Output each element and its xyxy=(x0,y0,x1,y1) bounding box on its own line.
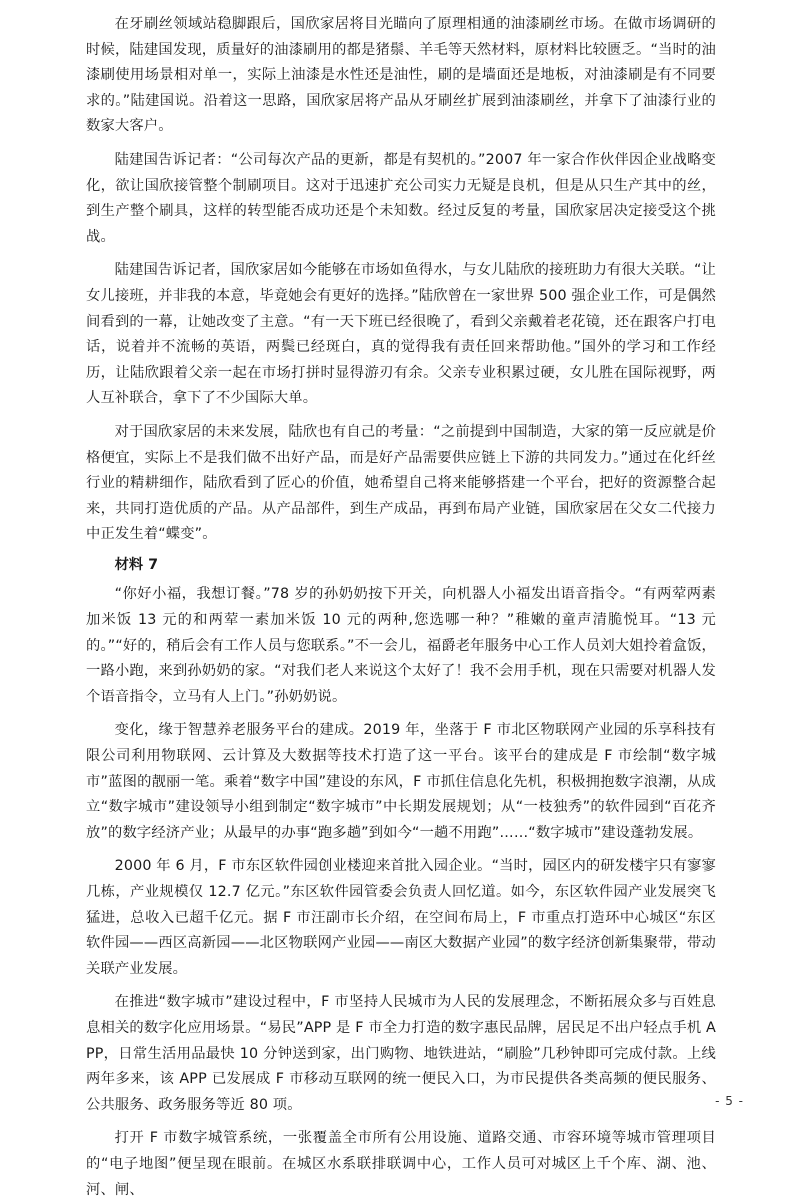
paragraph-brush-project-takeover: 陆建国告诉记者：“公司每次产品的更新，都是有契机的。”2007 年一家合作伙伴因企业战略变化，欲让国欣接管整个制刷项目。这对于迅速扩充公司实力无疑是良机，但是从只生产其中的丝，到生产整个刷具，这样的转型能否成功还是个未知数。经过反复的考量，国欣家居决定接受这个挑战。 xyxy=(86,151,716,245)
paragraph-toothbrush-to-paintbrush: 在牙刷丝领域站稳脚跟后，国欣家居将目光瞄向了原理相通的油漆刷丝市场。在做市场调研的时候，陆建国发现，质量好的油漆刷用的都是猪鬃、羊毛等天然材料，原材料比较匮乏。“当时的油漆刷使用场景相对单一，实际上油漆是水性还是油性，刷的是墙面还是地板，对油漆刷是有不同要求的。”陆建国说。沿着这一思路，国欣家居将产品从牙刷丝扩展到油漆刷丝，并拿下了油漆行业的数家大客户。 xyxy=(86,16,716,135)
section-heading-material-7: 材料 7 xyxy=(114,556,159,573)
paragraph-daughter-succession: 陆建国告诉记者，国欣家居如今能够在市场如鱼得水，与女儿陆欣的接班助力有很大关联。“让女儿接班，并非我的本意，毕竟她会有更好的选择。”陆欣曾在一家世界 500 强企业工作，可是偶然间看到的一幕，让她改变了主意。“有一天下班已经很晚了，看到父亲戴着老花镜，还在跟客户打电话，说着并不流畅的英语，两鬓已经斑白，真的觉得我有责任回来帮助他。”国外的学习和工作经历，让陆欣跟着父亲一起在市场打拼时显得游刃有余。父亲专业积累过硬，女儿胜在国际视野，两人互补联合，拿下了不少国际大单。 xyxy=(86,262,716,407)
paragraph-digital-city-management: 打开 F 市数字城管系统，一张覆盖全市所有公用设施、道路交通、市容环境等城市管理项目的“电子地图”便呈现在眼前。在城区水系联排联调中心，工作人员可对城区上千个库、湖、池、河、闸、 xyxy=(86,1130,716,1198)
paragraph-future-development: 对于国欣家居的未来发展，陆欣也有自己的考量：“之前提到中国制造，大家的第一反应就是价格便宜，实际上不是我们做不出好产品，而是好产品需要供应链上下游的共同发力。”通过在化纤丝行业的精耕细作，陆欣看到了匠心的价值，她希望自己将来能够搭建一个平台，把好的资源整合起来，共同打造优质的产品。从产品部件，到生产成品，再到布局产业链，国欣家居在父女二代接力中正发生着“蝶变”。 xyxy=(86,423,716,543)
paragraph-software-park-history: 2000 年 6 月，F 市东区软件园创业楼迎来首批入园企业。“当时，园区内的研发楼宇只有寥寥几栋，产业规模仅 12.7 亿元。”东区软件园管委会负责人回忆道。如今，东区软件园产业发展突飞猛进，总收入已超千亿元。据 F 市汪副市长介绍，在空间布局上，F 市重点打造环中心城区“东区软件园——西区高新园——北区物联网产业园——南区大数据产业园”的数字经济创新集聚带，带动关联产业发展。 xyxy=(86,858,716,977)
paragraph-smart-elderly-platform: 变化，缘于智慧养老服务平台的建成。2019 年，坐落于 F 市北区物联网产业园的乐享科技有限公司利用物联网、云计算及大数据等技术打造了这一平台。该平台的建成是 F 市绘制“数字城市”蓝图的靓丽一笔。乘着“数字中国”建设的东风，F 市抓住信息化先机，积极拥抱数字浪潮，从成立“数字城市”建设领导小组到制定“数字城市”中长期发展规划；从“一枝独秀”的软件园到“百花齐放”的数字经济产业；从最早的办事“跑多趟”到如今“一趟不用跑”……“数字城市”建设蓬勃发展。 xyxy=(86,722,716,841)
paragraph-robot-meal-order: “你好小福，我想订餐。”78 岁的孙奶奶按下开关，向机器人小福发出语音指令。“有两荤两素加米饭 13 元的和两荤一素加米饭 10 元的两种,您选哪一种？”稚嫩的童声清脆悦耳。“13 元的。”“好的，稍后会有工作人员与您联系。”不一会儿，福爵老年服务中心工作人员刘大姐拎着盒饭，一路小跑，来到孙奶奶的家。“对我们老人来说这个太好了！我不会用手机，现在只需要对机器人发个语音指令，立马有人上门。”孙奶奶说。 xyxy=(86,586,716,705)
paragraph-yimin-app: 在推进“数字城市”建设过程中，F 市坚持人民城市为人民的发展理念，不断拓展众多与百姓息息相关的数字化应用场景。“易民”APP 是 F 市全力打造的数字惠民品牌，居民足不出户轻点手机 APP，日常生活用品最快 10 分钟送到家，出门购物、地铁进站，“刷脸”几秒钟即可完成付款。上线两年多来，该 APP 已发展成 F 市移动互联网的统一便民入口，为市民提供各类高频的便民服务、公共服务、政务服务等近 80 项。 xyxy=(86,994,716,1113)
page-number: - 5 - xyxy=(715,1094,744,1108)
